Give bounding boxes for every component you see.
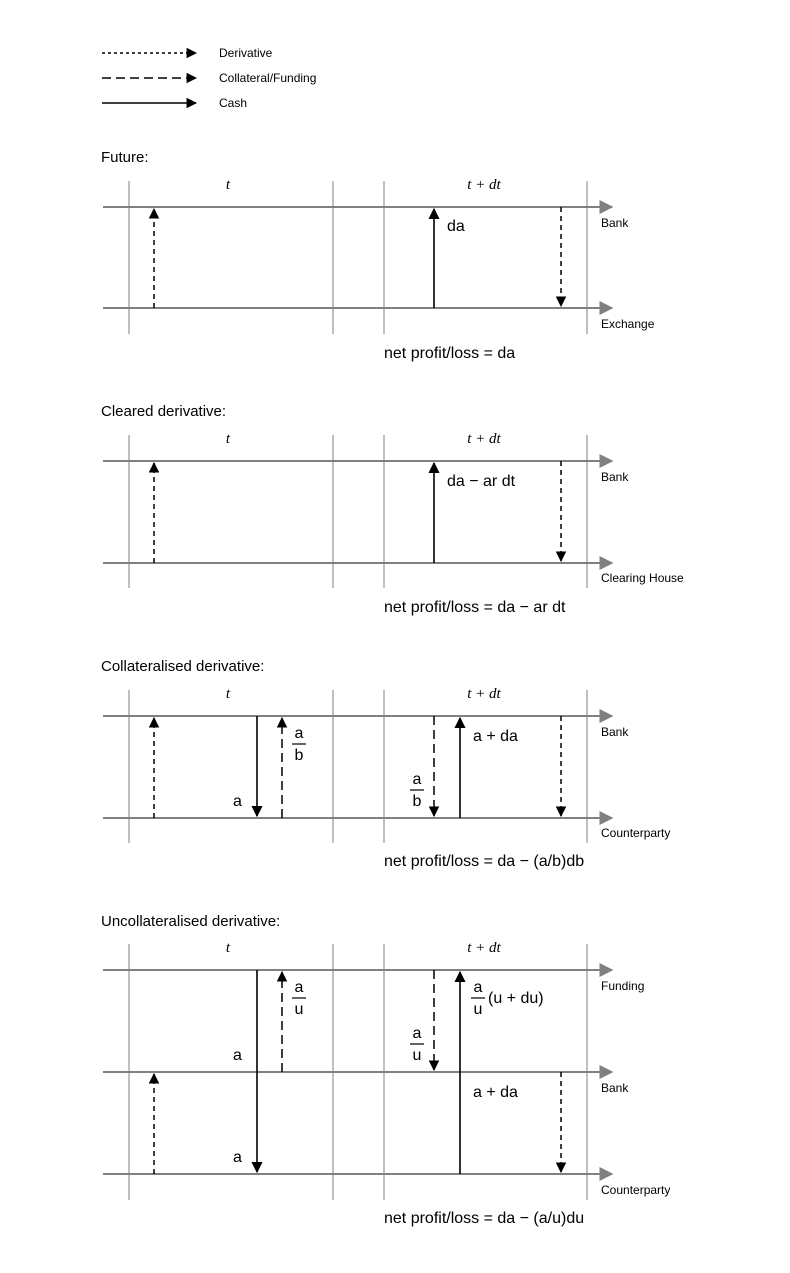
panel-future	[101, 149, 655, 362]
fraction-denominator: u	[294, 1001, 304, 1018]
legend	[102, 46, 316, 110]
cash-label-a: a	[233, 1047, 242, 1064]
cash-label: a + da	[473, 1084, 518, 1101]
panel-title: Cleared derivative:	[101, 403, 227, 420]
funding-suffix: (u + du)	[488, 990, 544, 1007]
cash-label: a + da	[473, 728, 518, 745]
bank-label: Bank	[601, 216, 629, 230]
time-label-t-dt: t + dt	[467, 177, 501, 193]
clearing-house-label: Clearing House	[601, 571, 684, 585]
time-label-t-dt: t + dt	[467, 686, 501, 702]
fraction-denominator: b	[412, 793, 422, 810]
fraction-denominator: u	[412, 1047, 422, 1064]
time-label-t: t	[225, 431, 231, 447]
panel-title: Future:	[101, 149, 149, 166]
time-label-t-dt: t + dt	[467, 431, 501, 447]
net-profit-formula: net profit/loss = da − ar dt	[384, 599, 566, 616]
fraction-numerator: a	[412, 1025, 422, 1042]
cash-label-a: a	[233, 1149, 242, 1166]
counterparty-label: Counterparty	[601, 1183, 671, 1197]
time-label-t: t	[225, 177, 231, 193]
cash-label: da − ar dt	[447, 473, 516, 490]
net-profit-formula: net profit/loss = da	[384, 345, 516, 362]
fraction-numerator: a	[473, 979, 483, 996]
exchange-label: Exchange	[601, 317, 655, 331]
counterparty-label: Counterparty	[601, 826, 671, 840]
legend-collateral-label: Collateral/Funding	[219, 71, 317, 85]
cash-label-a: a	[233, 793, 242, 810]
panel-uncollateralised	[101, 913, 670, 1227]
bank-label: Bank	[601, 470, 629, 484]
fraction-denominator: b	[294, 747, 304, 764]
panel-title: Collateralised derivative:	[101, 658, 265, 675]
panel-title: Uncollateralised derivative:	[101, 913, 281, 930]
funding-label: Funding	[601, 979, 645, 993]
fraction-numerator: a	[294, 725, 304, 742]
cash-label: da	[447, 218, 465, 235]
net-profit-formula: net profit/loss = da − (a/b)db	[384, 853, 585, 870]
legend-derivative-label: Derivative	[219, 46, 273, 60]
net-profit-formula: net profit/loss = da − (a/u)du	[384, 1210, 585, 1227]
bank-label: Bank	[601, 1081, 629, 1095]
panel-cleared	[101, 403, 684, 616]
legend-cash-label: Cash	[219, 96, 248, 110]
time-label-t: t	[225, 686, 231, 702]
fraction-numerator: a	[412, 771, 422, 788]
panel-collateralised	[101, 658, 670, 870]
fraction-numerator: a	[294, 979, 304, 996]
time-label-t: t	[225, 940, 231, 956]
fraction-denominator: u	[473, 1001, 483, 1018]
time-label-t-dt: t + dt	[467, 940, 501, 956]
bank-label: Bank	[601, 725, 629, 739]
